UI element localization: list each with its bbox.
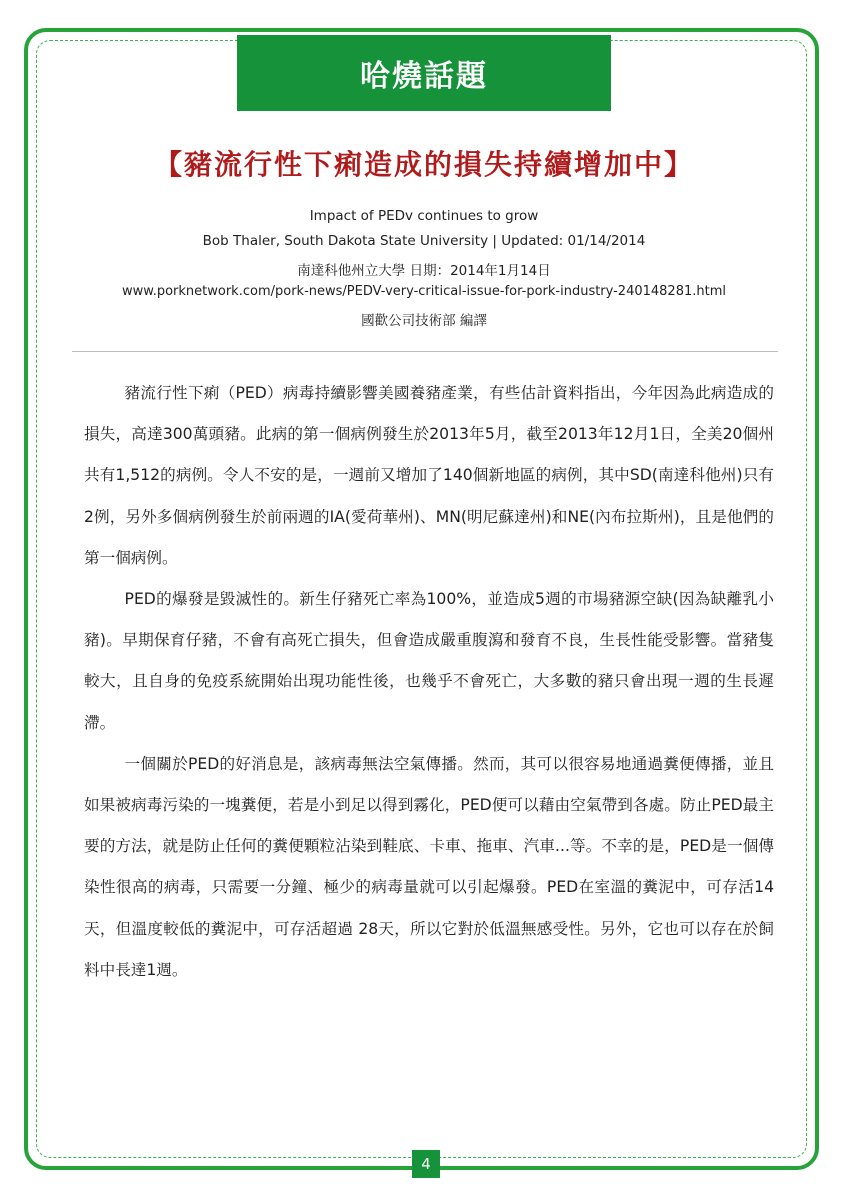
english-title: Impact of PEDv continues to grow [309,208,539,224]
paragraph-3: 一個關於PED的好消息是，該病毒無法空氣傳播。然而，其可以很容易地通過糞便傳播，並且如果被病毒污染的一塊糞便，若是小到足以得到霧化，PED便可以藉由空氣帶到各處。防止PED最主要的方法，就是防止任何的糞便顆粒沾染到鞋底、卡車、拖車、汽車...等。不幸的是，PED是一個傳染性很高的病毒，只需要一分鐘、極少的病毒量就可以引起爆發。PED在室溫的糞泥中，可存活14天，但溫度較低的糞泥中，可存活超過 28天，所以它對於低溫無感受性。另外，它也可以存在於飼料中長達1週。 [84,754,774,979]
section-banner [237,35,611,111]
header-divider [72,351,778,352]
source-url: www.porknetwork.com/pork-news/PEDV-very-critical-issue-for-pork-industry-240148281.html [122,284,726,299]
section-title: 哈燒話題 [360,59,488,94]
paragraph-1: 豬流行性下痢（PED）病毒持續影響美國養豬產業，有些估計資料指出，今年因為此病造成的損失，高達300萬頭豬。此病的第一個病例發生於2013年5月，截至2013年12月1日，全美20個州共有1,512的病例。令人不安的是，一週前又增加了140個新地區的病例，其中SD(南達科他州)只有2例，另外多個病例發生於前兩週的IA(愛荷華州)、MN(明尼蘇達州)和NE(內布拉斯州)，且是他們的第一個病例。 [84,384,774,567]
article-body [84,373,774,991]
page-number [412,1150,440,1178]
paragraph-2: PED的爆發是毀滅性的。新生仔豬死亡率為100%，並造成5週的市場豬源空缺(因為缺離乳小豬)。早期保育仔豬，不會有高死亡損失，但會造成嚴重腹瀉和發育不良，生長性能受影響。當豬隻較大，且自身的免疫系統開始出現功能性後，也幾乎不會死亡，大多數的豬只會出現一週的生長遲滯。 [84,590,774,732]
article-title: 【豬流行性下痢造成的損失持續增加中】 [153,148,694,181]
chinese-source-line: 南達科他州立大學 日期：2014年1月14日 [297,263,551,279]
page-number-label: 4 [421,1155,431,1173]
author-line: Bob Thaler, South Dakota State University | Updated: 01/14/2014 [202,233,646,249]
translator-line: 國歡公司技術部 編譯 [361,313,487,329]
